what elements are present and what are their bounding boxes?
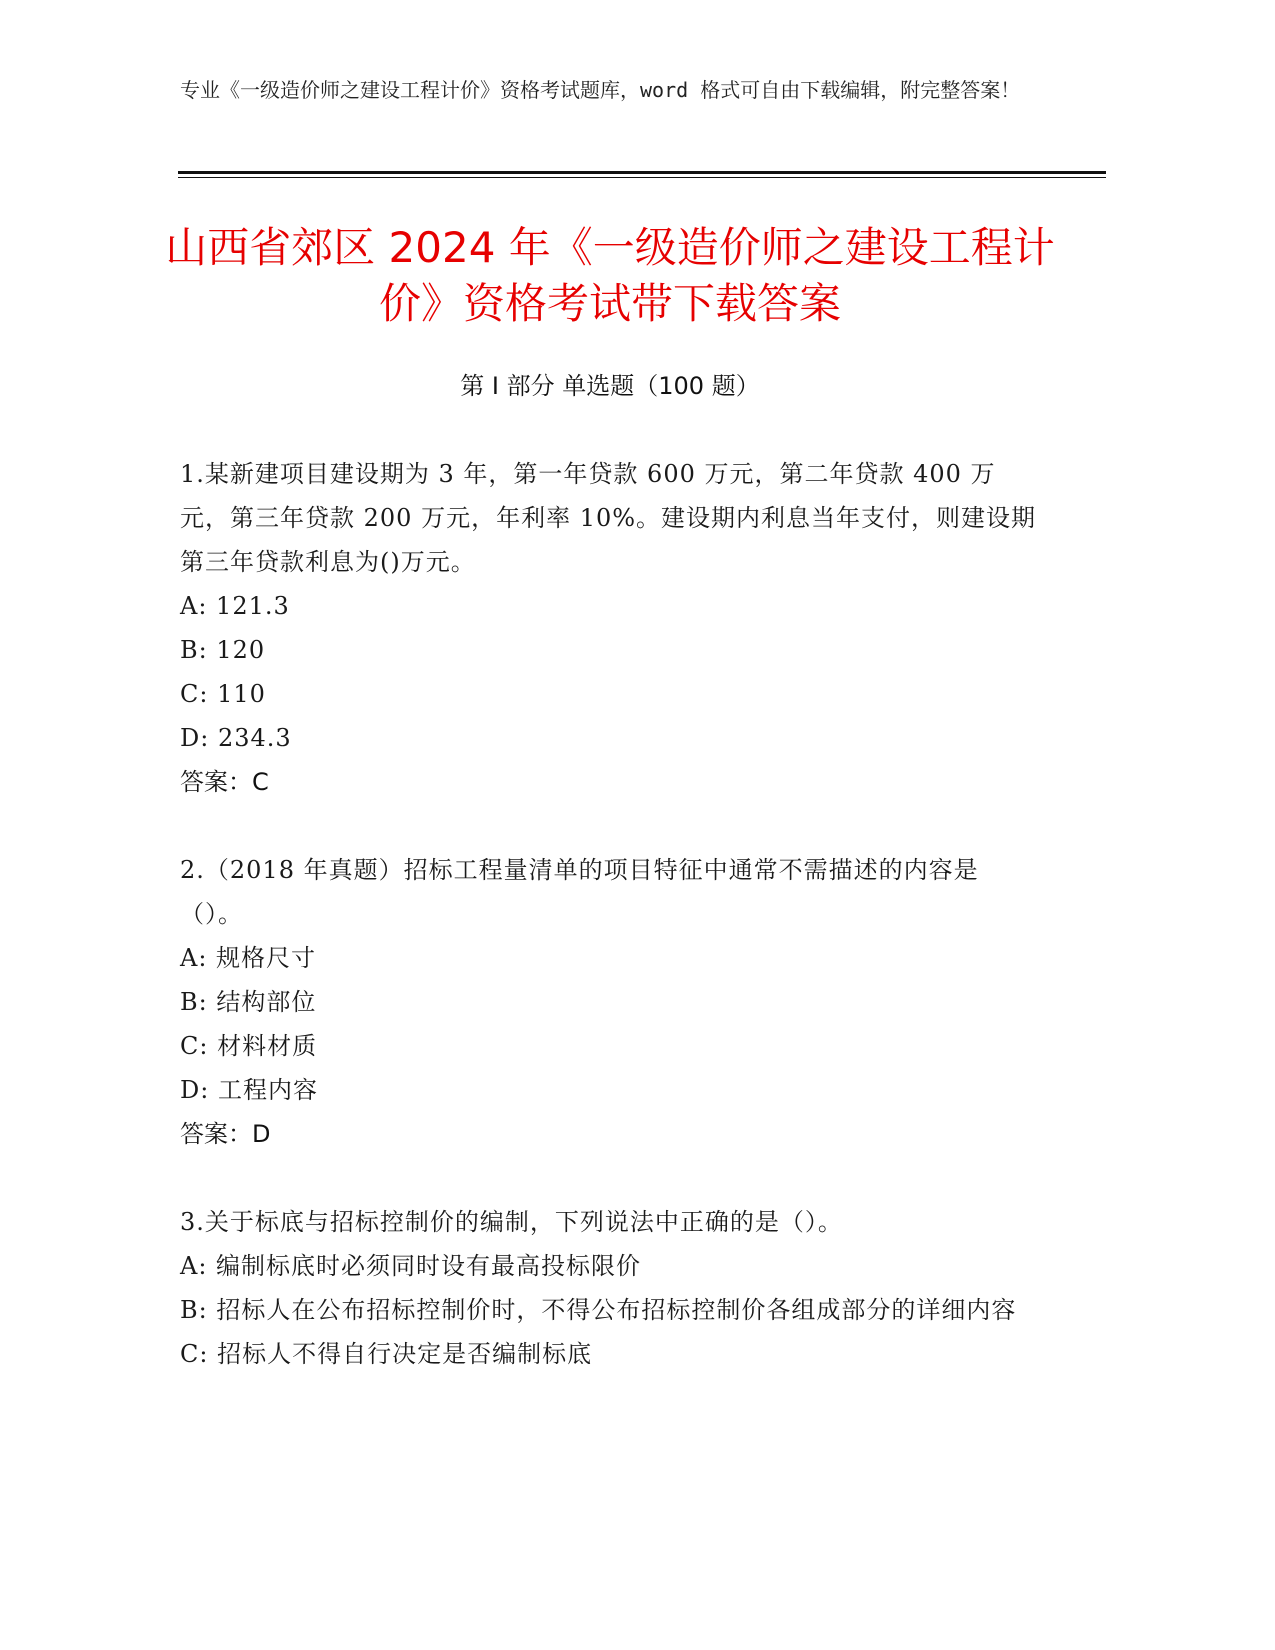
header-divider-thick (178, 171, 1106, 174)
question-1 (180, 452, 1040, 804)
section-title: 第 I 部分 单选题（100 题） (460, 372, 760, 400)
question-list (180, 452, 1040, 1420)
option-b: B: 120 (180, 636, 266, 664)
option-b: B: 招标人在公布招标控制价时，不得公布招标控制价各组成部分的详细内容 (180, 1296, 1017, 1324)
option-b: B: 结构部位 (180, 988, 317, 1016)
option-d: D: 234.3 (180, 724, 292, 752)
question-3 (180, 1200, 1040, 1376)
option-a: A: 121.3 (180, 592, 290, 620)
option-c: C: 招标人不得自行决定是否编制标底 (180, 1340, 593, 1368)
answer-line: 答案：D (180, 1120, 271, 1148)
answer-line: 答案：C (180, 768, 269, 796)
option-c: C: 材料材质 (180, 1032, 318, 1060)
document-title: 山西省郊区 2024 年《一级造价师之建设工程计价》资格考试带下载答案 (165, 223, 1055, 328)
question-stem: 1.某新建项目建设期为 3 年，第一年贷款 600 万元，第二年贷款 400 万元，第三年贷款 200 万元，年利率 10%。建设期内利息当年支付，则建设期第三年贷款利息为()万元。 (180, 460, 1037, 576)
option-d: D: 工程内容 (180, 1076, 318, 1104)
option-a: A: 规格尺寸 (180, 944, 317, 972)
header-divider-thin (178, 177, 1106, 178)
question-stem: 2.（2018 年真题）招标工程量清单的项目特征中通常不需描述的内容是（）。 (180, 856, 979, 928)
question-2 (180, 848, 1040, 1156)
question-stem: 3.关于标底与招标控制价的编制，下列说法中正确的是（）。 (180, 1208, 843, 1236)
option-c: C: 110 (180, 680, 266, 708)
header-note: 专业《一级造价师之建设工程计价》资格考试题库，word 格式可自由下载编辑，附完整答案！ (180, 78, 1021, 102)
option-a: A: 编制标底时必须同时设有最高投标限价 (180, 1252, 642, 1280)
